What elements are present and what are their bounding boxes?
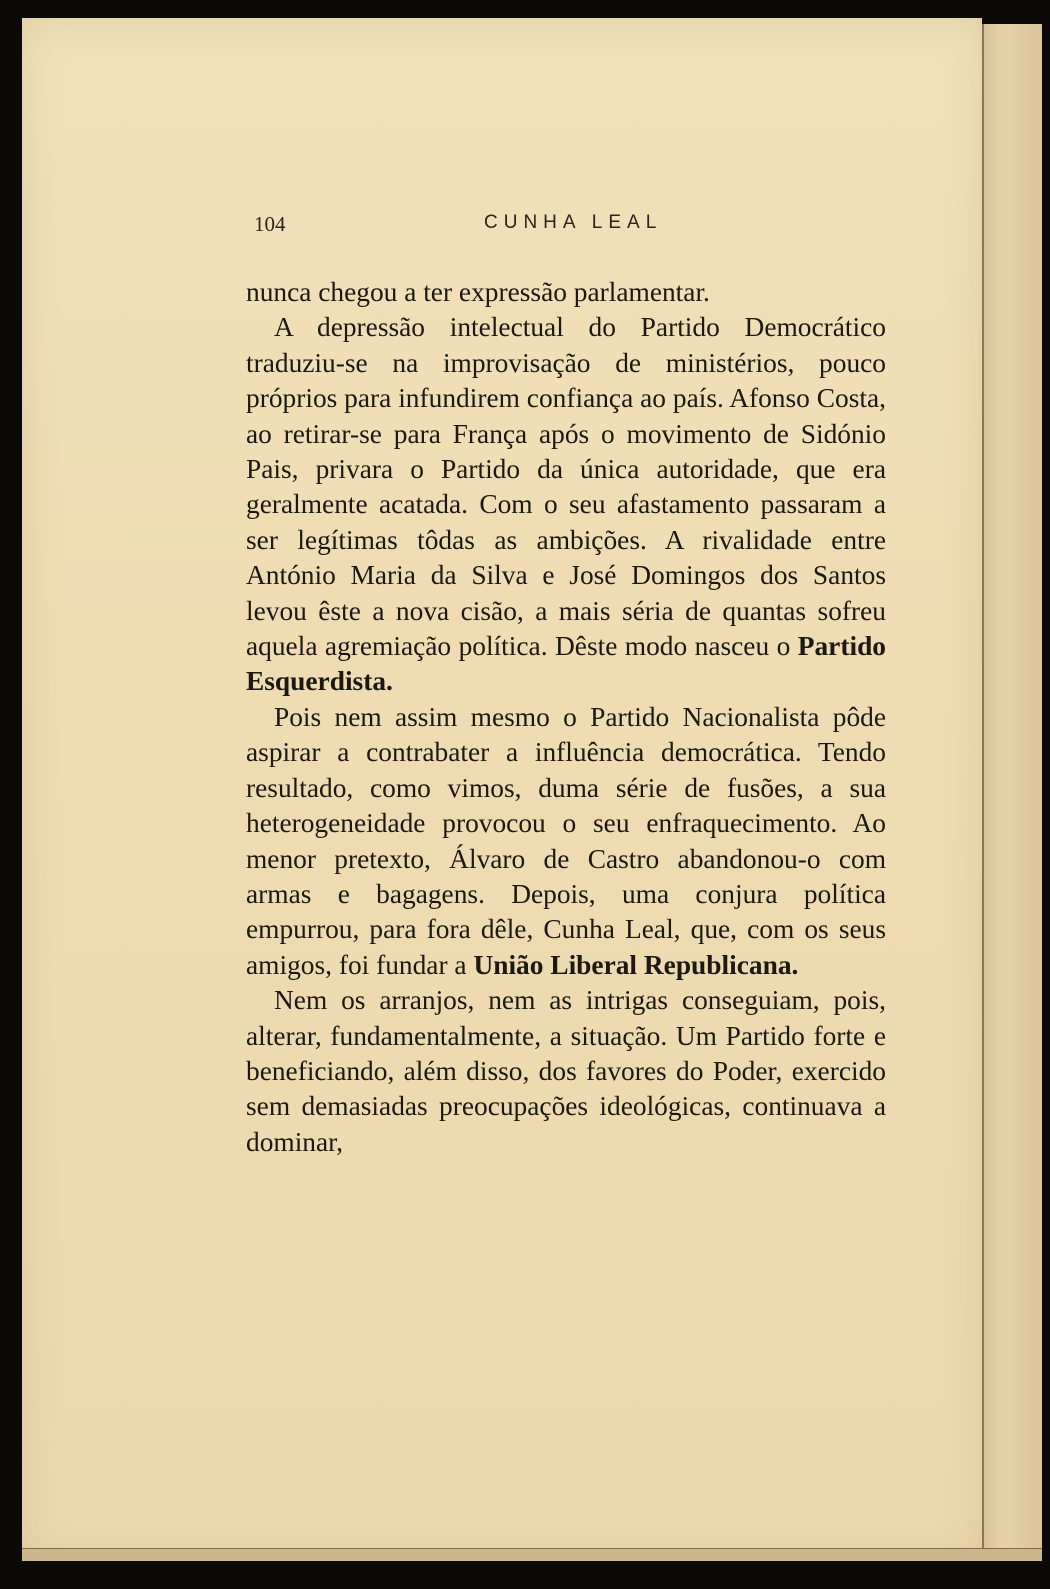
paragraph-2-text: A depressão intelectual do Partido Democrático traduziu-se na improvisação de ministérios, pouco próprios para infundirem confiança ao país. Afonso Costa, ao retirar-se para França após o movimento de Sidónio Pais, privara o Partido da única autoridade, que era geralmente acatada. Com o seu afastamento passaram a ser legítimas tôdas as ambições. A rivalidade entre António Maria da Silva e José Domingos dos Santos levou êste a nova cisão, a mais séria de quantas sofreu aquela agremiação política. Dêste modo nasceu o <box>246 312 886 662</box>
paragraph-2 <box>246 310 886 699</box>
paragraph-2-bold-party-name: Partido Esquerdista. <box>246 631 886 697</box>
paragraph-3 <box>246 700 886 983</box>
page-number: 104 <box>254 212 286 236</box>
running-head: CUNHA LEAL <box>484 212 663 233</box>
paragraph-4-text: Nem os arranjos, nem as intrigas conseguiam, pois, alterar, fundamentalmente, a situação. Um Partido forte e beneficiando, além disso, dos favores do Poder, exercido sem demasiadas preocupações ideológicas, continuava a dominar, <box>246 985 886 1157</box>
page-header <box>254 212 874 242</box>
adjacent-page-edge <box>982 24 1042 1560</box>
paragraph-3-text: Pois nem assim mesmo o Partido Nacionalista pôde aspirar a contrabater a influência democrática. Tendo resultado, como vimos, duma série de fusões, a sua heterogeneidade provocou o seu enfraquecimento. Ao menor pretexto, Álvaro de Castro abandonou-o com armas e bagagens. Depois, uma conjura política empurrou, para fora dêle, Cunha Leal, que, com os seus amigos, foi fundar a <box>246 701 886 980</box>
paragraph-1 <box>246 275 886 310</box>
paragraph-4 <box>246 983 886 1160</box>
page-bottom-edge <box>22 1548 1042 1561</box>
body-text <box>246 275 886 1160</box>
paragraph-1-text: nunca chegou a ter expressão parlamentar. <box>246 277 710 307</box>
paragraph-3-bold-party-name: União Liberal Republicana. <box>473 949 799 980</box>
